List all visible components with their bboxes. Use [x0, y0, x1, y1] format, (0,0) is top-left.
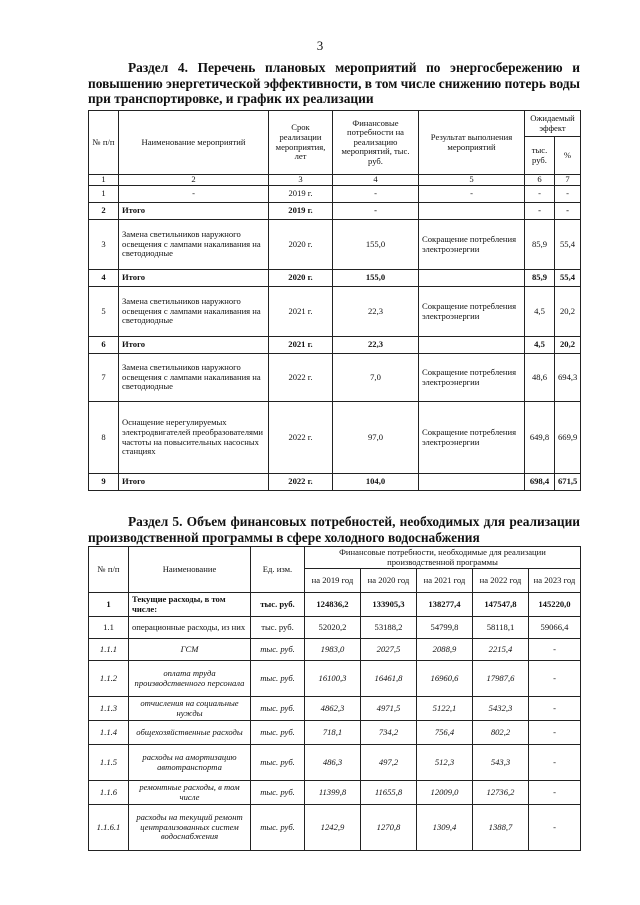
row-finance: 22,3	[333, 337, 419, 354]
row-value: 54799,8	[417, 617, 473, 639]
row-effect-pct: -	[555, 186, 581, 203]
row-value: 147547,8	[473, 593, 529, 617]
table-row	[89, 287, 581, 337]
row-effect-abs: -	[525, 186, 555, 203]
row-finance: -	[333, 186, 419, 203]
s4-colnum: 4	[333, 175, 419, 186]
row-unit: тыс. руб.	[251, 781, 305, 805]
row-unit: тыс. руб.	[251, 805, 305, 851]
row-name: ремонтные расходы, в том числе	[129, 781, 251, 805]
table-row	[89, 617, 581, 639]
table-row	[89, 721, 581, 745]
s4-header-effect-abs: тыс. руб.	[525, 137, 555, 175]
page-number: 3	[316, 38, 324, 53]
row-term: 2022 г.	[269, 474, 333, 491]
row-num: 9	[89, 474, 119, 491]
row-unit: тыс. руб.	[251, 661, 305, 697]
row-num: 2	[89, 203, 119, 220]
row-value: 4862,3	[305, 697, 361, 721]
section4-table	[88, 110, 581, 491]
table-row	[89, 661, 581, 697]
row-finance: 104,0	[333, 474, 419, 491]
row-name: Замена светильников наружного освещения с лампами накаливания на светодиодные	[119, 220, 269, 270]
row-value: -	[529, 805, 581, 851]
row-result: -	[419, 186, 525, 203]
row-value: 59066,4	[529, 617, 581, 639]
row-value: 718,1	[305, 721, 361, 745]
row-effect-abs: 4,5	[525, 337, 555, 354]
row-num: 7	[89, 354, 119, 402]
row-name: операционные расходы, из них	[129, 617, 251, 639]
row-value: 58118,1	[473, 617, 529, 639]
row-result: Сокращение потребления электроэнергии	[419, 402, 525, 474]
row-value: 138277,4	[417, 593, 473, 617]
row-finance: 155,0	[333, 270, 419, 287]
row-name: Итого	[119, 203, 269, 220]
row-value: 11399,8	[305, 781, 361, 805]
row-name: Замена светильников наружного освещения с лампами накаливания на светодиодные	[119, 287, 269, 337]
row-term: 2019 г.	[269, 186, 333, 203]
row-value: 1242,9	[305, 805, 361, 851]
row-result	[419, 203, 525, 220]
row-effect-pct: 669,9	[555, 402, 581, 474]
s4-colnum: 7	[555, 175, 581, 186]
s5-header-year: на 2022 год	[473, 569, 529, 593]
row-num: 1.1.2	[89, 661, 129, 697]
row-value: 512,3	[417, 745, 473, 781]
row-effect-pct: 20,2	[555, 337, 581, 354]
table-row	[89, 203, 581, 220]
s5-header-unit: Ед. изм.	[251, 547, 305, 593]
row-value: 17987,6	[473, 661, 529, 697]
row-value: 802,2	[473, 721, 529, 745]
row-value: -	[529, 781, 581, 805]
row-result: Сокращение потребления электроэнергии	[419, 220, 525, 270]
row-effect-abs: 4,5	[525, 287, 555, 337]
row-finance: 97,0	[333, 402, 419, 474]
row-value: -	[529, 697, 581, 721]
row-finance: 22,3	[333, 287, 419, 337]
row-num: 1	[89, 593, 129, 617]
row-term: 2021 г.	[269, 287, 333, 337]
s5-header-name: Наименование	[129, 547, 251, 593]
row-value: 145220,0	[529, 593, 581, 617]
table-row	[89, 186, 581, 203]
row-unit: тыс. руб.	[251, 639, 305, 661]
table-row	[89, 697, 581, 721]
row-value: 1388,7	[473, 805, 529, 851]
row-term: 2022 г.	[269, 354, 333, 402]
row-value: 12736,2	[473, 781, 529, 805]
row-value: -	[529, 745, 581, 781]
row-value: 1983,0	[305, 639, 361, 661]
s4-header-effect-pct: %	[555, 137, 581, 175]
row-value: 497,2	[361, 745, 417, 781]
s4-header-num: № п/п	[89, 111, 119, 175]
row-value: 124836,2	[305, 593, 361, 617]
table-row	[89, 781, 581, 805]
row-num: 1.1.6.1	[89, 805, 129, 851]
section5-title	[88, 514, 580, 545]
s4-colnum: 5	[419, 175, 525, 186]
row-num: 5	[89, 287, 119, 337]
row-value: 4971,5	[361, 697, 417, 721]
row-name: расходы на амортизацию автотранспорта	[129, 745, 251, 781]
section5-table	[88, 546, 581, 851]
row-value: 543,3	[473, 745, 529, 781]
row-name: Замена светильников наружного освещения с лампами накаливания на светодиодные	[119, 354, 269, 402]
s4-header-term: Срок реализации мероприятия, лет	[269, 111, 333, 175]
row-effect-abs: -	[525, 203, 555, 220]
s5-header-year: на 2021 год	[417, 569, 473, 593]
section4-title	[88, 60, 580, 107]
row-value: -	[529, 721, 581, 745]
row-name: оплата труда производственного персонала	[129, 661, 251, 697]
table-row	[89, 745, 581, 781]
row-unit: тыс. руб.	[251, 721, 305, 745]
row-value: 16960,6	[417, 661, 473, 697]
s4-colnum: 6	[525, 175, 555, 186]
table-row	[89, 402, 581, 474]
row-name: общехозяйственные расходы	[129, 721, 251, 745]
row-num: 1.1.3	[89, 697, 129, 721]
row-value: 486,3	[305, 745, 361, 781]
row-unit: тыс. руб.	[251, 617, 305, 639]
table-row	[89, 337, 581, 354]
row-effect-pct: 55,4	[555, 270, 581, 287]
row-effect-abs: 48,6	[525, 354, 555, 402]
row-value: 5432,3	[473, 697, 529, 721]
row-num: 1.1.4	[89, 721, 129, 745]
row-effect-pct: 20,2	[555, 287, 581, 337]
row-unit: тыс. руб.	[251, 593, 305, 617]
row-term: 2022 г.	[269, 402, 333, 474]
s4-header-name: Наименование мероприятий	[119, 111, 269, 175]
row-effect-pct: 55,4	[555, 220, 581, 270]
row-name: Итого	[119, 337, 269, 354]
row-value: 1270,8	[361, 805, 417, 851]
row-effect-abs: 649,8	[525, 402, 555, 474]
row-num: 1.1.5	[89, 745, 129, 781]
table-row	[89, 354, 581, 402]
row-value: 2215,4	[473, 639, 529, 661]
table-row	[89, 474, 581, 491]
row-effect-pct: 671,5	[555, 474, 581, 491]
row-finance: -	[333, 203, 419, 220]
row-unit: тыс. руб.	[251, 697, 305, 721]
section5-title-text: Раздел 5. Объем финансовых потребностей, необходимых для реализации производственной программы в сфере холодного водоснабжения	[88, 514, 580, 545]
s4-colnum: 1	[89, 175, 119, 186]
s5-header-num: № п/п	[89, 547, 129, 593]
row-name: Текущие расходы, в том числе:	[129, 593, 251, 617]
row-value: 16100,3	[305, 661, 361, 697]
row-name: расходы на текущий ремонт централизованных систем водоснабжения	[129, 805, 251, 851]
s5-header-year: на 2019 год	[305, 569, 361, 593]
row-result	[419, 270, 525, 287]
s4-colnum: 3	[269, 175, 333, 186]
row-value: 756,4	[417, 721, 473, 745]
row-finance: 155,0	[333, 220, 419, 270]
row-unit: тыс. руб.	[251, 745, 305, 781]
row-name: Итого	[119, 474, 269, 491]
s4-colnum: 2	[119, 175, 269, 186]
table-row	[89, 220, 581, 270]
row-effect-pct: -	[555, 203, 581, 220]
row-effect-pct: 694,3	[555, 354, 581, 402]
s5-header-year: на 2023 год	[529, 569, 581, 593]
row-result: Сокращение потребления электроэнергии	[419, 354, 525, 402]
row-effect-abs: 85,9	[525, 220, 555, 270]
row-term: 2020 г.	[269, 270, 333, 287]
row-num: 4	[89, 270, 119, 287]
row-effect-abs: 698,4	[525, 474, 555, 491]
row-name: -	[119, 186, 269, 203]
row-value: -	[529, 661, 581, 697]
row-value: 133905,3	[361, 593, 417, 617]
row-name: Итого	[119, 270, 269, 287]
row-num: 1.1	[89, 617, 129, 639]
row-name: Оснащение нерегулируемых электродвигателей преобразователями частоты на повысительных насосных станциях	[119, 402, 269, 474]
row-result	[419, 474, 525, 491]
row-name: ГСМ	[129, 639, 251, 661]
row-num: 8	[89, 402, 119, 474]
s5-header-year: на 2020 год	[361, 569, 417, 593]
s4-header-effect: Ожидаемый эффект	[525, 111, 581, 137]
row-value: 5122,1	[417, 697, 473, 721]
row-value: 16461,8	[361, 661, 417, 697]
row-num: 1.1.1	[89, 639, 129, 661]
table-row	[89, 639, 581, 661]
row-finance: 7,0	[333, 354, 419, 402]
row-num: 1	[89, 186, 119, 203]
row-value: 734,2	[361, 721, 417, 745]
row-term: 2021 г.	[269, 337, 333, 354]
row-effect-abs: 85,9	[525, 270, 555, 287]
row-value: 53188,2	[361, 617, 417, 639]
row-value: 2027,5	[361, 639, 417, 661]
table-row	[89, 805, 581, 851]
section4-title-text: Раздел 4. Перечень плановых мероприятий по энергосбережению и повышению энергетической эффективности, в том числе снижению потерь воды при транспортировке, и график их реализации	[88, 60, 580, 106]
s5-header-finance: Финансовые потребности, необходимые для реализации производственной программы	[305, 547, 581, 569]
row-term: 2019 г.	[269, 203, 333, 220]
row-name: отчисления на социальные нужды	[129, 697, 251, 721]
row-value: 52020,2	[305, 617, 361, 639]
row-num: 3	[89, 220, 119, 270]
row-value: 1309,4	[417, 805, 473, 851]
row-result	[419, 337, 525, 354]
row-value: 11655,8	[361, 781, 417, 805]
row-value: -	[529, 639, 581, 661]
row-value: 2088,9	[417, 639, 473, 661]
row-result: Сокращение потребления электроэнергии	[419, 287, 525, 337]
table-row	[89, 593, 581, 617]
row-value: 12009,0	[417, 781, 473, 805]
table-row	[89, 270, 581, 287]
s4-header-result: Результат выполнения мероприятий	[419, 111, 525, 175]
s4-header-finance: Финансовые потребности на реализацию мероприятий, тыс. руб.	[333, 111, 419, 175]
row-num: 1.1.6	[89, 781, 129, 805]
row-term: 2020 г.	[269, 220, 333, 270]
row-num: 6	[89, 337, 119, 354]
